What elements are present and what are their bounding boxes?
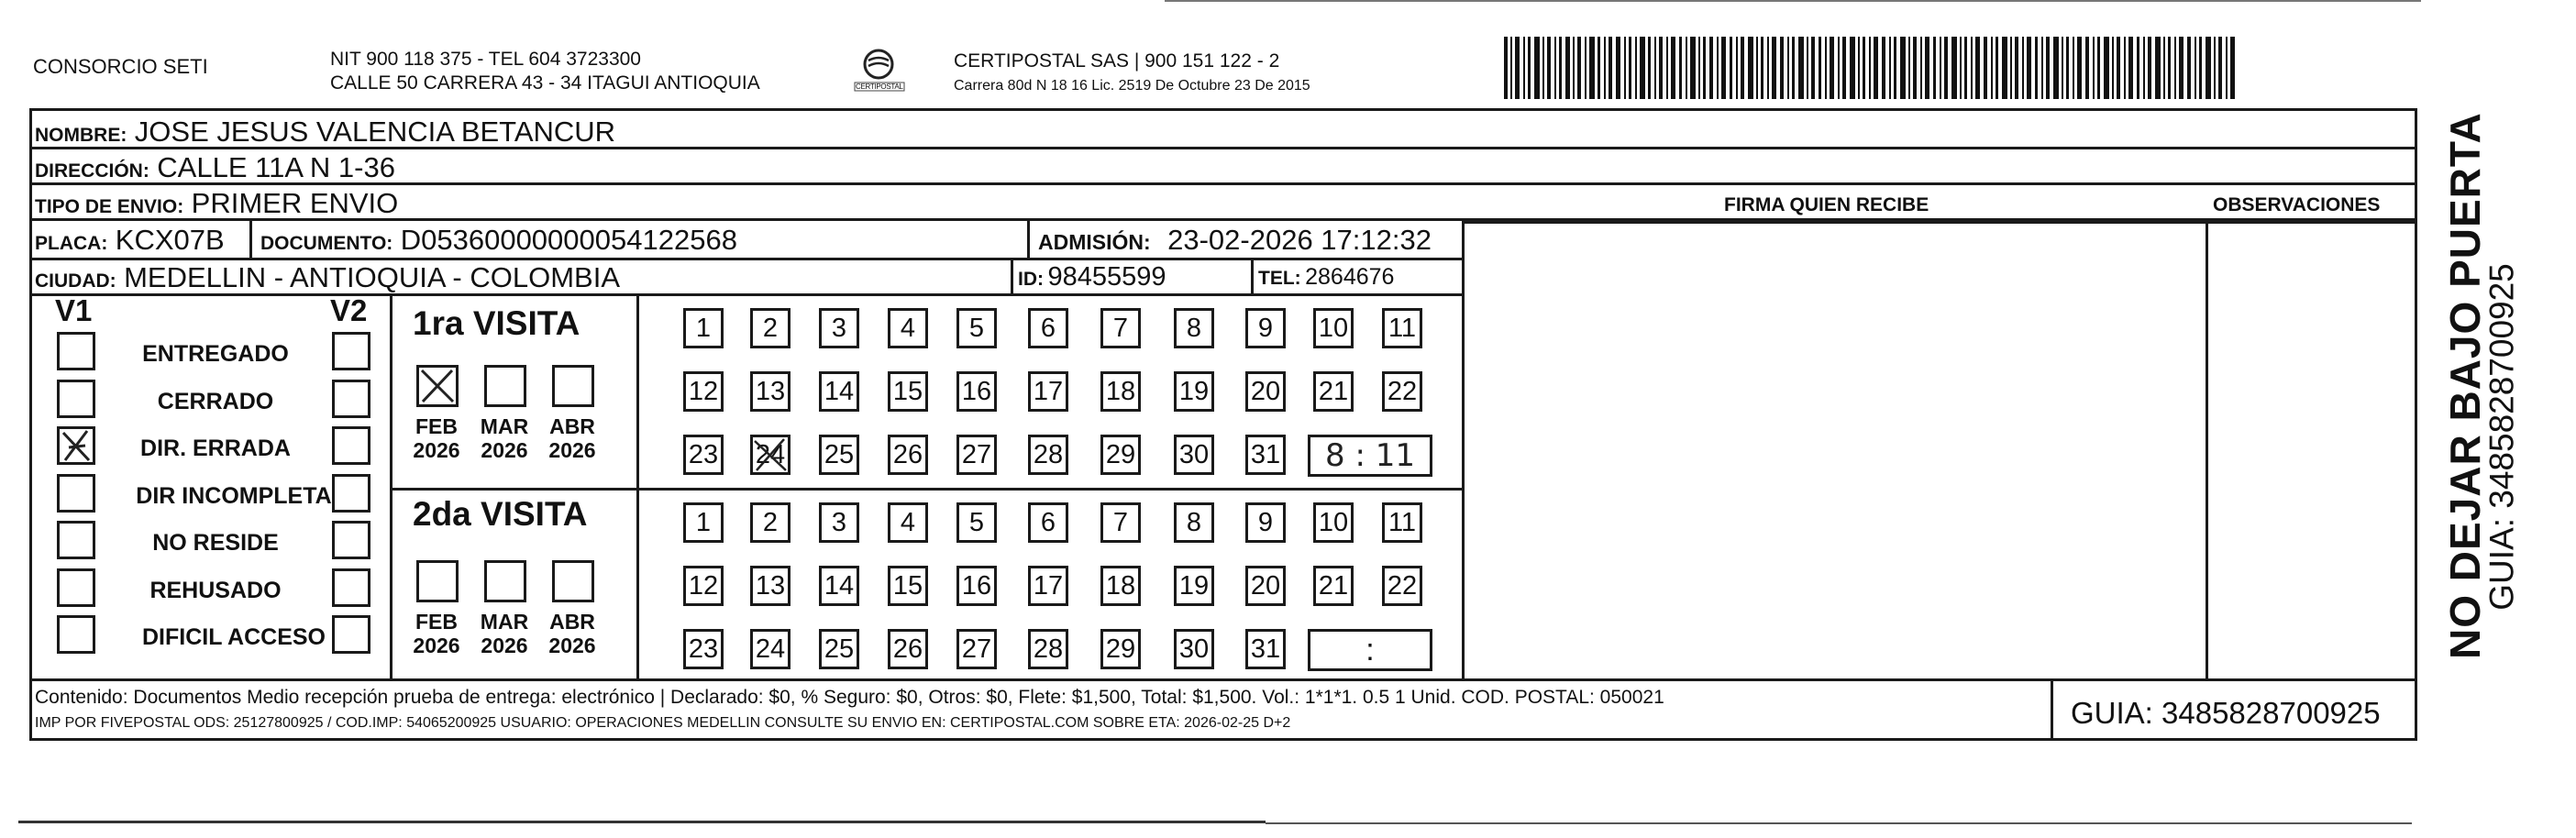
day-checkbox[interactable]: 28 [1028,435,1068,475]
first-visit-title: 1ra VISITA [413,304,580,342]
month-checkbox[interactable] [552,365,594,407]
status-option-label: CERRADO [157,388,274,414]
time-field[interactable]: 8 : 11 [1308,435,1432,477]
observaciones-heading: OBSERVACIONES [2213,194,2381,215]
month-checkbox[interactable] [484,365,526,407]
direccion-label: DIRECCIÓN: [35,160,149,182]
day-checkbox[interactable]: 6 [1028,502,1068,543]
documento-label: DOCUMENTO: [260,233,393,254]
barcode [1504,37,2238,99]
day-checkbox[interactable]: 11 [1382,502,1422,543]
day-checkbox[interactable]: 7 [1100,502,1141,543]
v2-checkbox[interactable] [332,332,370,370]
day-checkbox[interactable]: 30 [1174,435,1214,475]
status-option-label: ENTREGADO [142,341,289,367]
day-checkbox[interactable]: 14 [819,566,859,606]
day-checkbox[interactable]: 16 [956,566,997,606]
day-checkbox[interactable]: 1 [683,308,724,348]
day-checkbox[interactable]: 2 [750,502,790,543]
tipo-label: TIPO DE ENVIO: [35,196,184,217]
status-option-label: DIR. ERRADA [140,436,291,461]
v1-checkbox[interactable] [57,568,95,607]
nombre-row [35,117,615,146]
tipo-value: PRIMER ENVIO [191,187,399,219]
v2-checkbox[interactable] [332,521,370,559]
ciudad-row [35,263,620,292]
documento-value: D05360000000054122568 [400,224,737,256]
day-checkbox[interactable]: 25 [819,629,859,669]
day-checkbox[interactable]: 16 [956,371,997,412]
day-checkbox[interactable]: 30 [1174,629,1214,669]
day-checkbox[interactable]: 9 [1245,502,1286,543]
day-checkbox[interactable]: 31 [1245,435,1286,475]
day-checkbox[interactable]: 27 [956,629,997,669]
day-checkbox[interactable]: 11 [1382,308,1422,348]
documento-row [260,226,737,254]
day-checkbox[interactable]: 8 [1174,502,1214,543]
admision-row [1038,226,1432,254]
day-checkbox[interactable]: 3 [819,308,859,348]
day-checkbox[interactable]: 8 [1174,308,1214,348]
observaciones-area[interactable] [2208,221,2417,678]
v1-checkbox[interactable] [57,474,95,513]
id-label: ID: [1018,269,1044,290]
ciudad-value: MEDELLIN - ANTIOQUIA - COLOMBIA [124,261,620,293]
day-checkbox[interactable]: 12 [683,371,724,412]
placa-value: KCX07B [115,224,225,256]
status-option-label: NO RESIDE [152,530,279,556]
day-checkbox[interactable]: 20 [1245,371,1286,412]
v1-checkbox[interactable] [57,426,95,465]
tel-row [1258,266,1394,289]
day-checkbox[interactable]: 4 [888,502,928,543]
side-warning: NO DEJAR BAJO PUERTA [2441,112,2489,659]
day-checkbox[interactable]: 31 [1245,629,1286,669]
day-checkbox[interactable]: 7 [1100,308,1141,348]
admision-label: ADMISIÓN: [1038,230,1151,254]
day-checkbox[interactable]: 23 [683,435,724,475]
v2-label: V2 [330,293,368,327]
signature-area[interactable] [1465,221,2206,678]
day-checkbox[interactable]: 13 [750,566,790,606]
day-checkbox[interactable]: 17 [1028,566,1068,606]
month-checkbox[interactable] [416,365,459,407]
placa-label: PLACA: [35,233,108,254]
second-visit-title: 2da VISITA [413,495,588,533]
month-label: FEB 2026 [413,610,460,657]
day-checkbox[interactable]: 12 [683,566,724,606]
status-option-label: REHUSADO [149,577,282,603]
day-checkbox[interactable]: 17 [1028,371,1068,412]
day-checkbox[interactable]: 22 [1382,371,1422,412]
day-checkbox[interactable]: 10 [1313,308,1354,348]
day-checkbox[interactable]: 20 [1245,566,1286,606]
status-option-label: DIR INCOMPLETA [136,482,332,509]
company-address: CALLE 50 CARRERA 43 - 34 ITAGUI ANTIOQUIA [330,72,760,94]
v1-checkbox[interactable] [57,332,95,370]
v2-checkbox[interactable] [332,426,370,465]
company-nit: NIT 900 118 375 - TEL 604 3723300 [330,49,641,70]
ciudad-label: CIUDAD: [35,270,116,292]
day-checkbox[interactable]: 14 [819,371,859,412]
day-checkbox[interactable]: 26 [888,629,928,669]
tel-label: TEL: [1258,268,1301,289]
v2-checkbox[interactable] [332,380,370,418]
day-checkbox[interactable]: 19 [1174,371,1214,412]
day-checkbox[interactable]: 3 [819,502,859,543]
v1-checkbox[interactable] [57,615,95,654]
day-checkbox[interactable]: 18 [1100,566,1141,606]
v1-checkbox[interactable] [57,380,95,418]
day-checkbox[interactable]: 5 [956,502,997,543]
certipostal-logo [853,44,908,99]
day-checkbox[interactable]: 10 [1313,502,1354,543]
day-checkbox[interactable]: 25 [819,435,859,475]
nombre-value: JOSE JESUS VALENCIA BETANCUR [134,116,616,148]
day-checkbox[interactable]: 22 [1382,566,1422,606]
nombre-label: NOMBRE: [35,125,127,146]
month-checkbox[interactable] [552,560,594,602]
v2-checkbox[interactable] [332,615,370,654]
placa-row [35,226,225,254]
v2-checkbox[interactable] [332,568,370,607]
certipostal-license: Carrera 80d N 18 16 Lic. 2519 De Octubre 23 De 2015 [954,78,1310,94]
v2-checkbox[interactable] [332,474,370,513]
v1-label: V1 [55,293,93,327]
day-checkbox[interactable]: 9 [1245,308,1286,348]
day-checkbox[interactable]: 15 [888,566,928,606]
admision-value: 23-02-2026 17:12:32 [1167,224,1432,256]
month-checkbox[interactable] [484,560,526,602]
month-label: MAR 2026 [480,414,529,462]
day-checkbox[interactable]: 23 [683,629,724,669]
status-option-label: DIFICIL ACCESO [141,624,326,650]
side-guia: GUIA: 3485828700925 [2482,263,2521,611]
day-checkbox[interactable]: 21 [1313,371,1354,412]
day-checkbox[interactable]: 21 [1313,566,1354,606]
day-checkbox[interactable]: 5 [956,308,997,348]
day-checkbox[interactable]: 24 [750,435,790,475]
day-checkbox[interactable]: 28 [1028,629,1068,669]
day-checkbox[interactable]: 26 [888,435,928,475]
day-checkbox[interactable]: 6 [1028,308,1068,348]
day-checkbox[interactable]: 15 [888,371,928,412]
day-checkbox[interactable]: 4 [888,308,928,348]
side-vertical-text [2428,112,2521,660]
direccion-row [35,153,395,182]
tipo-row [35,189,398,217]
day-checkbox[interactable]: 18 [1100,371,1141,412]
day-checkbox[interactable]: 29 [1100,435,1141,475]
month-label: ABR 2026 [548,414,596,462]
tel-value: 2864676 [1305,264,1395,290]
certipostal-title: CERTIPOSTAL SAS | 900 151 122 - 2 [954,50,1280,72]
month-label: FEB 2026 [413,414,460,462]
month-checkbox[interactable] [416,560,459,602]
id-row [1018,264,1166,291]
firma-heading: FIRMA QUIEN RECIBE [1724,194,1929,215]
day-checkbox[interactable]: 1 [683,502,724,543]
month-label: ABR 2026 [548,610,596,657]
guia-box: GUIA: 3485828700925 [2071,696,2381,730]
day-checkbox[interactable]: 2 [750,308,790,348]
footer-contenido: Contenido: Documentos Medio recepción prueba de entrega: electrónico | Declarado: $0, % Seguro: $0, Otros: $0, Flete: $1,500, Total: $1,500. Vol.: 1*1*1. 0.5 1 Unid. COD. POSTAL: 050021 [35,687,1664,708]
day-checkbox[interactable]: 29 [1100,629,1141,669]
v1-checkbox[interactable] [57,521,95,559]
month-label: MAR 2026 [480,610,529,657]
direccion-value: CALLE 11A N 1-36 [157,151,395,183]
time-field[interactable]: : [1308,629,1432,671]
day-checkbox[interactable]: 19 [1174,566,1214,606]
day-checkbox[interactable]: 27 [956,435,997,475]
footer-imp: IMP POR FIVEPOSTAL ODS: 25127800925 / COD.IMP: 54065200925 USUARIO: OPERACIONES MEDELLIN CONSULTE SU ENVIO EN: CERTIPOSTAL.COM SOBRE ETA: 2026-02-25 D+2 [35,715,1291,731]
day-checkbox[interactable]: 24 [750,629,790,669]
id-value: 98455599 [1047,262,1166,292]
company-name: CONSORCIO SETI [33,55,208,78]
day-checkbox[interactable]: 13 [750,371,790,412]
logo-text: CERTIPOSTAL [856,83,903,91]
